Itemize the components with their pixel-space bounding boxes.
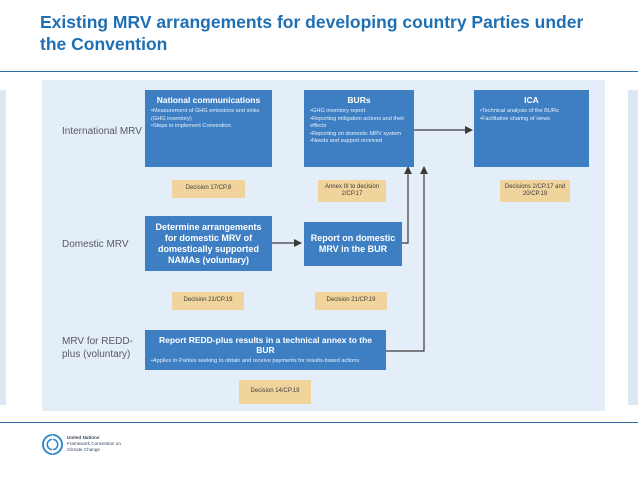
national-communications-title: National communications — [156, 95, 261, 105]
org-line-1: United Nations — [67, 435, 100, 440]
burs-title: BURs — [347, 95, 371, 105]
unfccc-logo-icon — [42, 434, 63, 455]
ica-bullet-1: • Technical analysis of the BURs — [480, 108, 583, 116]
org-line-3: Climate Change — [67, 447, 100, 452]
row-label-domestic: Domestic MRV — [62, 239, 129, 250]
ica-list — [480, 108, 583, 123]
burs-box — [304, 90, 414, 167]
row-label-international: International MRV — [62, 126, 142, 137]
decision-ica: Decisions 2/CP.17 and 20/CP.19 — [500, 180, 570, 202]
determine-arrangements-box — [145, 216, 272, 271]
burs-bullet-2: • Reporting mitigation actions and their effects — [310, 116, 408, 131]
row-label-redd: MRV for REDD-plus (voluntary) — [62, 336, 133, 360]
arrow-report-to-burs — [402, 167, 408, 243]
decision-redd: Decision 14/CP.19 — [239, 380, 311, 404]
redd-plus-box — [145, 330, 386, 370]
burs-bullet-1: • GHG inventory report — [310, 108, 408, 116]
report-domestic-mrv-box — [304, 222, 402, 266]
report-domestic-mrv-title: Report on domestic MRV in the BUR — [310, 233, 396, 254]
decision-natcom: Decision 17/CP.8 — [172, 180, 245, 198]
decision-report-domestic: Decision 21/CP.19 — [315, 292, 387, 310]
ica-box — [474, 90, 589, 167]
national-communications-list — [151, 108, 266, 131]
decision-determine: Decision 21/CP.19 — [172, 292, 244, 310]
org-line-2: Framework Convention on — [67, 441, 121, 446]
footer-divider — [0, 422, 638, 423]
burs-list — [310, 108, 408, 146]
ica-bullet-2: • Facilitative sharing of views — [480, 116, 583, 124]
national-communications-box — [145, 90, 272, 167]
slide-title: Existing MRV arrangements for developing country Parties under the Convention — [40, 12, 584, 54]
burs-bullet-3: • Reporting on domestic MRV system — [310, 131, 408, 139]
natcom-bullet-1: • Measurement of GHG emissions and sinks (GHG inventory) — [151, 108, 266, 123]
determine-arrangements-title: Determine arrangements for domestic MRV of domestically supported NAMAs (voluntary) — [155, 221, 262, 265]
redd-bullet-1: • Applies to Parties seeking to obtain and receive payments for results-based actions — [151, 358, 380, 366]
ica-title: ICA — [524, 95, 539, 105]
organization-name — [67, 435, 147, 453]
redd-plus-title: Report REDD-plus results in a technical annex to the BUR — [158, 335, 372, 355]
decision-burs: Annex III to decision 2/CP.17 — [318, 180, 386, 202]
natcom-bullet-2: • Steps to implement Convention — [151, 123, 266, 131]
redd-plus-list — [151, 358, 380, 366]
burs-bullet-4: • Needs and support received — [310, 138, 408, 146]
